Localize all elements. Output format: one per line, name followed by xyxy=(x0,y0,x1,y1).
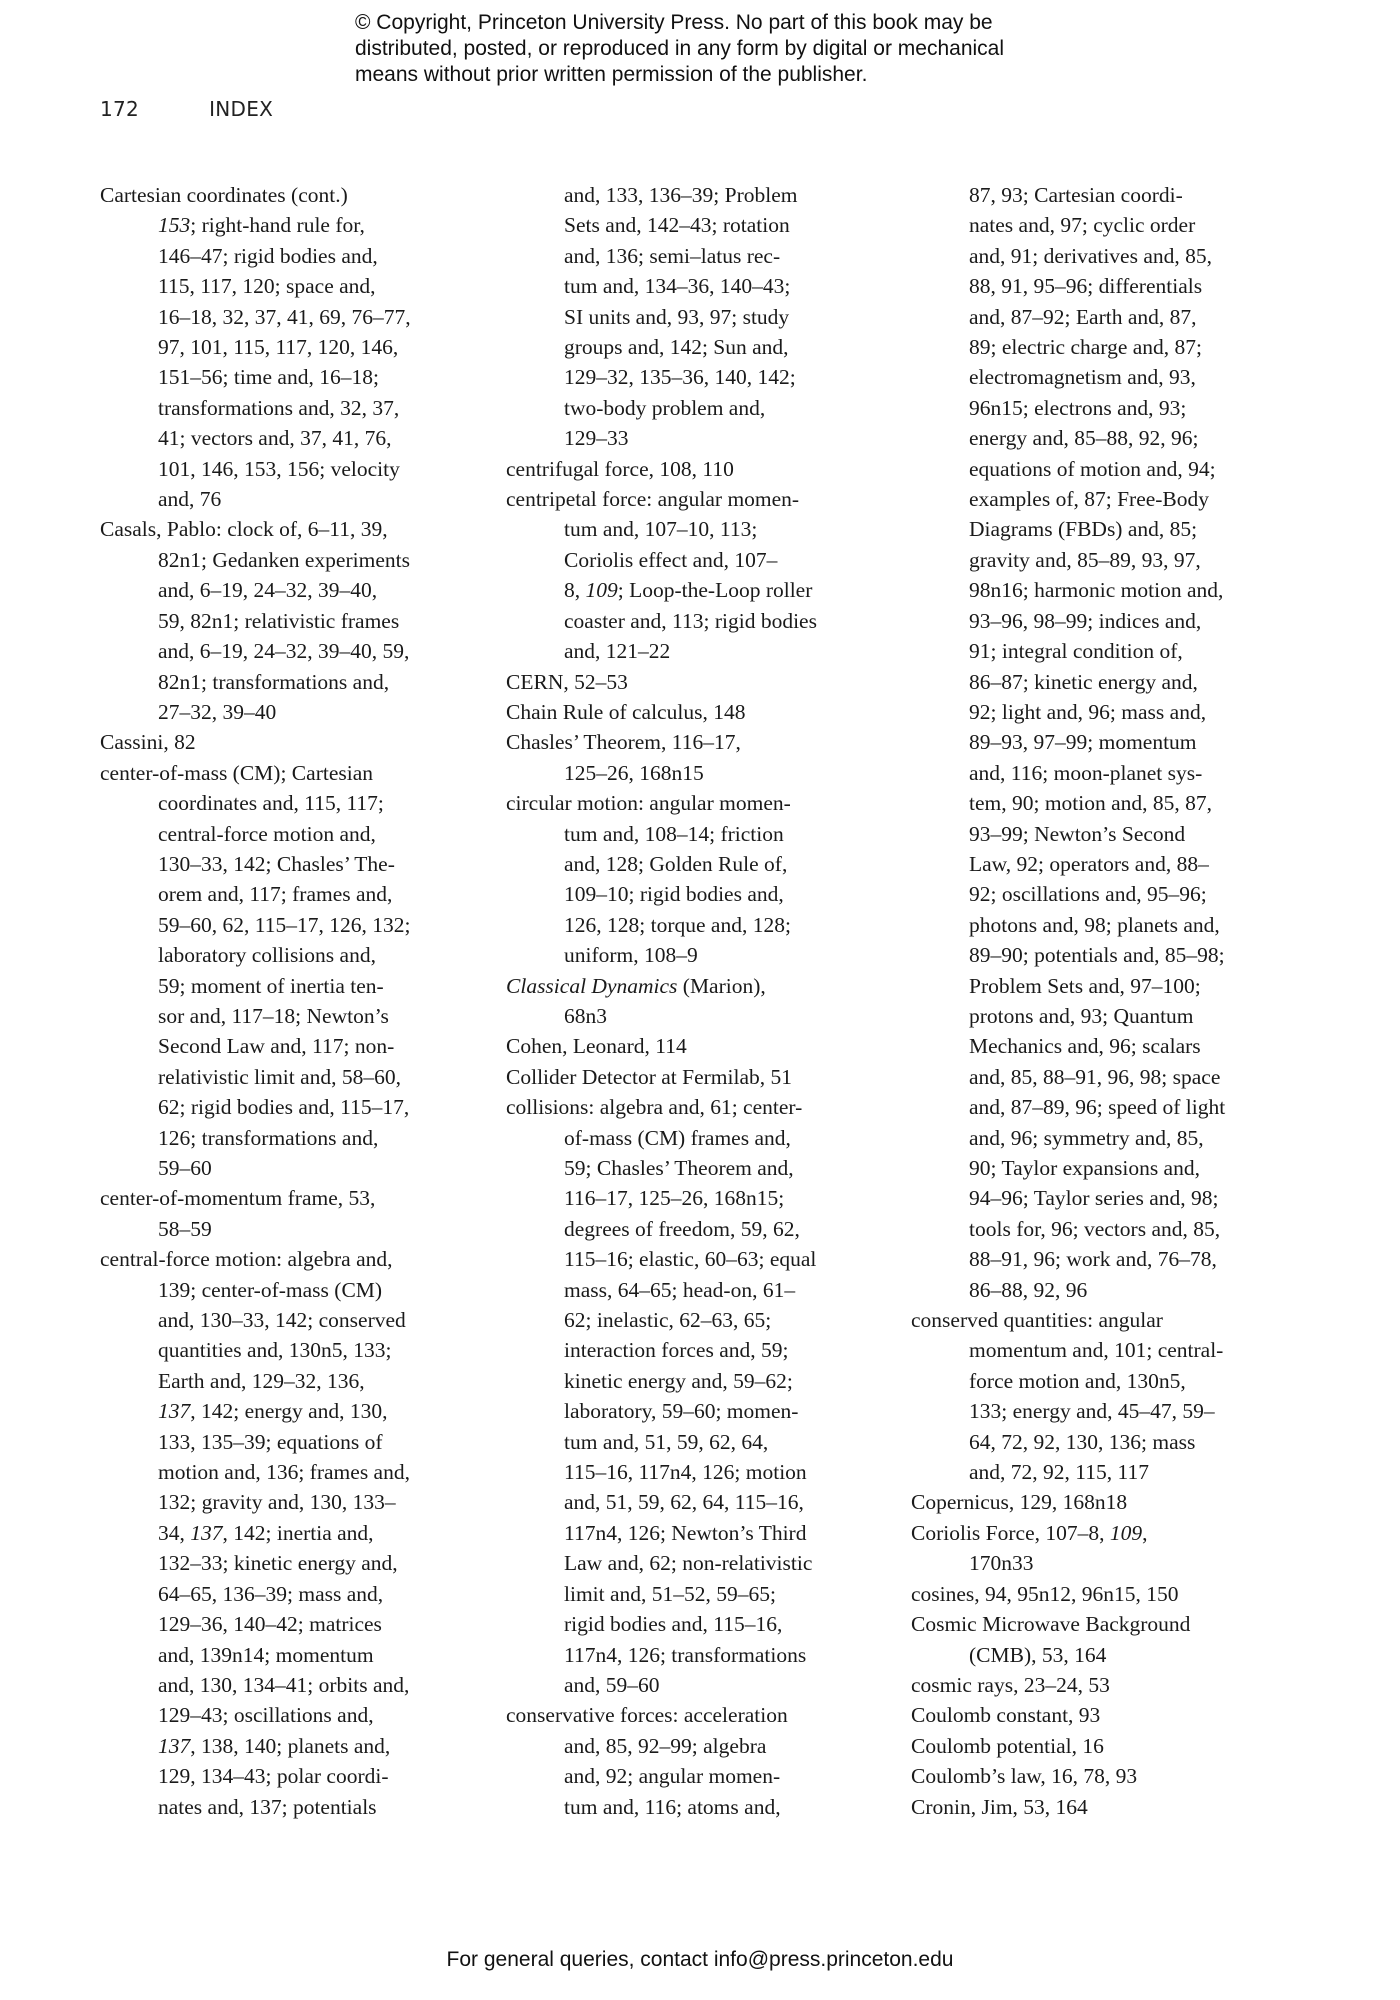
index-subentry-line: 115, 117, 120; space and, xyxy=(158,274,376,299)
index-subentry-line: photons and, 98; planets and, xyxy=(969,912,1220,937)
index-subentry-line: 146–47; rigid bodies and, xyxy=(158,243,378,268)
index-subentry-line: uniform, 108–9 xyxy=(564,943,698,968)
copyright-notice xyxy=(355,10,1115,88)
index-subentry-line: energy and, 85–88, 92, 96; xyxy=(969,426,1199,451)
index-subentry-line: 116–17, 125–26, 168n15; xyxy=(564,1186,785,1211)
index-subentry-line: Diagrams (FBDs) and, 85; xyxy=(969,517,1198,542)
index-subentry-line: 129–43; oscillations and, xyxy=(158,1703,374,1728)
index-subentry-line: 82n1; transformations and, xyxy=(158,669,390,694)
index-column-2 xyxy=(506,180,866,1822)
index-subentry-line: limit and, 51–52, 59–65; xyxy=(564,1581,777,1606)
index-entry-line: conserved quantities: angular xyxy=(911,1308,1163,1333)
index-subentry-line: 133; energy and, 45–47, 59– xyxy=(969,1399,1215,1424)
section-title: INDEX xyxy=(209,97,274,121)
index-subentry-line: interaction forces and, 59; xyxy=(564,1338,789,1363)
index-subentry-line: SI units and, 93, 97; study xyxy=(564,304,790,329)
index-subentry-line: 126, 128; torque and, 128; xyxy=(564,912,791,937)
index-subentry-line: 62; rigid bodies and, 115–17, xyxy=(158,1095,410,1120)
index-subentry-line: 130–33, 142; Chasles’ The- xyxy=(158,851,395,876)
index-subentry-line: 129–36, 140–42; matrices xyxy=(158,1612,382,1637)
index-subentry-line: 137, 138, 140; planets and, xyxy=(158,1733,391,1758)
index-subentry-line: and, 139n14; momentum xyxy=(158,1642,374,1667)
index-subentry-line: 98n16; harmonic motion and, xyxy=(969,578,1224,603)
index-subentry-line: 86–87; kinetic energy and, xyxy=(969,669,1198,694)
index-subentry-line: examples of, 87; Free-Body xyxy=(969,487,1210,512)
index-entry-line: Cassini, 82 xyxy=(100,730,196,755)
index-subentry-line: tem, 90; motion and, 85, 87, xyxy=(969,791,1213,816)
index-subentry-line: 93–99; Newton’s Second xyxy=(969,821,1186,846)
index-entry-line: center-of-momentum frame, 53, xyxy=(100,1186,376,1211)
index-subentry-line: and, 6–19, 24–32, 39–40, xyxy=(158,578,378,603)
index-subentry-line: and, 59–60 xyxy=(564,1672,660,1697)
index-subentry-line: motion and, 136; frames and, xyxy=(158,1460,410,1485)
index-entry-line: Cosmic Microwave Background xyxy=(911,1612,1191,1637)
index-subentry-line: momentum and, 101; central- xyxy=(969,1338,1224,1363)
index-subentry-line: Law, 92; operators and, 88– xyxy=(969,851,1209,876)
index-subentry-line: 16–18, 32, 37, 41, 69, 76–77, xyxy=(158,304,411,329)
index-subentry-line: and, 121–22 xyxy=(564,639,671,664)
index-subentry-line: groups and, 142; Sun and, xyxy=(564,335,789,360)
index-subentry-line: 27–32, 39–40 xyxy=(158,699,277,724)
index-subentry-line: and, 87–89, 96; speed of light xyxy=(969,1095,1226,1120)
index-subentry-line: 64–65, 136–39; mass and, xyxy=(158,1581,384,1606)
index-subentry-line: Second Law and, 117; non- xyxy=(158,1034,395,1059)
index-subentry-line: and, 76 xyxy=(158,487,222,512)
index-subentry-line: 93–96, 98–99; indices and, xyxy=(969,608,1202,633)
index-subentry-line: and, 130–33, 142; conserved xyxy=(158,1308,406,1333)
index-subentry-line: 41; vectors and, 37, 41, 76, xyxy=(158,426,392,451)
index-subentry-line: tum and, 51, 59, 62, 64, xyxy=(564,1429,769,1454)
index-subentry-line: 89–90; potentials and, 85–98; xyxy=(969,943,1225,968)
index-subentry-line: rigid bodies and, 115–16, xyxy=(564,1612,783,1637)
index-entry-line: Copernicus, 129, 168n18 xyxy=(911,1490,1128,1515)
index-subentry-line: sor and, 117–18; Newton’s xyxy=(158,1003,389,1028)
index-subentry-line: laboratory collisions and, xyxy=(158,943,376,968)
index-column-3 xyxy=(911,180,1271,1822)
index-entry-line: center-of-mass (CM); Cartesian xyxy=(100,760,374,785)
index-entry-line: cosines, 94, 95n12, 96n15, 150 xyxy=(911,1581,1179,1606)
index-subentry-line: Problem Sets and, 97–100; xyxy=(969,973,1201,998)
index-subentry-line: 139; center-of-mass (CM) xyxy=(158,1277,383,1302)
index-subentry-line: relativistic limit and, 58–60, xyxy=(158,1064,402,1089)
index-subentry-line: 101, 146, 153, 156; velocity xyxy=(158,456,400,481)
index-entry-line: Chain Rule of calculus, 148 xyxy=(506,699,746,724)
index-entry-line: centrifugal force, 108, 110 xyxy=(506,456,734,481)
index-subentry-line: 89; electric charge and, 87; xyxy=(969,335,1203,360)
index-entry-line: Coulomb potential, 16 xyxy=(911,1733,1104,1758)
index-subentry-line: and, 72, 92, 115, 117 xyxy=(969,1460,1149,1485)
index-subentry-line: 91; integral condition of, xyxy=(969,639,1183,664)
index-subentry-line: tum and, 108–14; friction xyxy=(564,821,784,846)
index-subentry-line: 92; light and, 96; mass and, xyxy=(969,699,1207,724)
index-subentry-line: 86–88, 92, 96 xyxy=(969,1277,1088,1302)
copyright-line: distributed, posted, or reproduced in any form by digital or mechanical xyxy=(355,37,1005,60)
index-subentry-line: tum and, 116; atoms and, xyxy=(564,1794,781,1819)
index-subentry-line: of-mass (CM) frames and, xyxy=(564,1125,791,1150)
index-subentry-line: and, 133, 136–39; Problem xyxy=(564,183,798,207)
index-subentry-line: and, 91; derivatives and, 85, xyxy=(969,243,1213,268)
index-subentry-line: quantities and, 130n5, 133; xyxy=(158,1338,392,1363)
index-subentry-line: 94–96; Taylor series and, 98; xyxy=(969,1186,1219,1211)
index-subentry-line: 59; moment of inertia ten- xyxy=(158,973,384,998)
index-subentry-line: 109–10; rigid bodies and, xyxy=(564,882,784,907)
index-column-1 xyxy=(100,180,460,1822)
index-subentry-line: 59–60 xyxy=(158,1156,212,1180)
index-subentry-line: 153; right-hand rule for, xyxy=(158,213,365,238)
index-subentry-line: and, 92; angular momen- xyxy=(564,1764,781,1789)
index-subentry-line: 59–60, 62, 115–17, 126, 132; xyxy=(158,912,411,937)
index-subentry-line: Mechanics and, 96; scalars xyxy=(969,1034,1201,1059)
index-subentry-line: 88, 91, 95–96; differentials xyxy=(969,274,1203,299)
index-subentry-line: 117n4, 126; transformations xyxy=(564,1642,807,1667)
index-subentry-line: 59, 82n1; relativistic frames xyxy=(158,608,400,633)
index-subentry-line: 92; oscillations and, 95–96; xyxy=(969,882,1207,907)
index-entry-line: CERN, 52–53 xyxy=(506,669,628,694)
index-entry-line: Coriolis Force, 107–8, 109, xyxy=(911,1520,1148,1545)
index-subentry-line: Sets and, 142–43; rotation xyxy=(564,213,790,238)
index-subentry-line: (CMB), 53, 164 xyxy=(969,1642,1107,1667)
index-subentry-line: nates and, 137; potentials xyxy=(158,1794,377,1819)
index-subentry-line: 97, 101, 115, 117, 120, 146, xyxy=(158,335,399,360)
index-subentry-line: Earth and, 129–32, 136, xyxy=(158,1368,365,1393)
index-subentry-line: two-body problem and, xyxy=(564,395,766,420)
index-subentry-line: 132; gravity and, 130, 133– xyxy=(158,1490,396,1515)
index-subentry-line: force motion and, 130n5, xyxy=(969,1368,1186,1393)
index-subentry-line: degrees of freedom, 59, 62, xyxy=(564,1216,800,1241)
index-entry-line: Coulomb’s law, 16, 78, 93 xyxy=(911,1764,1138,1789)
index-subentry-line: gravity and, 85–89, 93, 97, xyxy=(969,547,1201,572)
index-subentry-line: coaster and, 113; rigid bodies xyxy=(564,608,817,633)
index-subentry-line: and, 6–19, 24–32, 39–40, 59, xyxy=(158,639,410,664)
index-subentry-line: and, 85, 88–91, 96, 98; space xyxy=(969,1064,1221,1089)
index-subentry-line: 151–56; time and, 16–18; xyxy=(158,365,379,390)
footer-contact: For general queries, contact info@press.princeton.edu xyxy=(446,1948,954,1971)
index-subentry-line: 115–16; elastic, 60–63; equal xyxy=(564,1247,817,1272)
index-subentry-line: 68n3 xyxy=(564,1003,607,1028)
index-subentry-line: tum and, 107–10, 113; xyxy=(564,517,758,542)
index-entry-line: central-force motion: algebra and, xyxy=(100,1247,393,1272)
index-entry-line: centripetal force: angular momen- xyxy=(506,487,800,512)
index-subentry-line: 82n1; Gedanken experiments xyxy=(158,547,410,572)
index-subentry-line: 170n33 xyxy=(969,1551,1034,1576)
index-subentry-line: and, 130, 134–41; orbits and, xyxy=(158,1672,410,1697)
index-subentry-line: tum and, 134–36, 140–43; xyxy=(564,274,791,299)
index-entry-line: circular motion: angular momen- xyxy=(506,791,791,816)
index-subentry-line: 90; Taylor expansions and, xyxy=(969,1156,1200,1180)
index-entry-line: Casals, Pablo: clock of, 6–11, 39, xyxy=(100,517,388,542)
index-subentry-line: 117n4, 126; Newton’s Third xyxy=(564,1520,807,1545)
index-subentry-line: coordinates and, 115, 117; xyxy=(158,791,384,816)
index-subentry-line: 129–32, 135–36, 140, 142; xyxy=(564,365,796,390)
page-number: 172 xyxy=(100,97,140,121)
copyright-line: © Copyright, Princeton University Press. No part of this book may be xyxy=(355,11,993,34)
index-subentry-line: laboratory, 59–60; momen- xyxy=(564,1399,799,1424)
index-subentry-line: Law and, 62; non-relativistic xyxy=(564,1551,813,1576)
index-entry-line: collisions: algebra and, 61; center- xyxy=(506,1095,803,1120)
index-entry-line: Cohen, Leonard, 114 xyxy=(506,1034,687,1059)
index-subentry-line: and, 51, 59, 62, 64, 115–16, xyxy=(564,1490,804,1515)
index-subentry-line: 132–33; kinetic energy and, xyxy=(158,1551,398,1576)
index-subentry-line: 59; Chasles’ Theorem and, xyxy=(564,1156,794,1180)
index-subentry-line: protons and, 93; Quantum xyxy=(969,1003,1194,1028)
index-entry-line: Classical Dynamics (Marion), xyxy=(506,973,766,998)
index-subentry-line: Coriolis effect and, 107– xyxy=(564,547,778,572)
running-head xyxy=(100,97,273,121)
index-subentry-line: 129–33 xyxy=(564,426,629,451)
index-subentry-line: 133, 135–39; equations of xyxy=(158,1429,383,1454)
index-subentry-line: and, 136; semi–latus rec- xyxy=(564,243,781,268)
index-subentry-line: and, 96; symmetry and, 85, xyxy=(969,1125,1204,1150)
index-subentry-line: 87, 93; Cartesian coordi- xyxy=(969,183,1183,207)
index-entry-line: cosmic rays, 23–24, 53 xyxy=(911,1672,1110,1697)
index-entry-line: Chasles’ Theorem, 116–17, xyxy=(506,730,741,755)
index-subentry-line: central-force motion and, xyxy=(158,821,376,846)
index-subentry-line: 88–91, 96; work and, 76–78, xyxy=(969,1247,1217,1272)
index-entry-line: conservative forces: acceleration xyxy=(506,1703,788,1728)
index-subentry-line: and, 85, 92–99; algebra xyxy=(564,1733,767,1758)
index-subentry-line: 125–26, 168n15 xyxy=(564,760,704,785)
index-subentry-line: 62; inelastic, 62–63, 65; xyxy=(564,1308,772,1333)
index-subentry-line: and, 87–92; Earth and, 87, xyxy=(969,304,1197,329)
index-subentry-line: 126; transformations and, xyxy=(158,1125,379,1150)
index-subentry-line: orem and, 117; frames and, xyxy=(158,882,393,907)
copyright-line: means without prior written permission of the publisher. xyxy=(355,63,868,86)
index-subentry-line: 96n15; electrons and, 93; xyxy=(969,395,1187,420)
index-subentry-line: 137, 142; energy and, 130, xyxy=(158,1399,388,1424)
index-entry-line: Cartesian coordinates (cont.) xyxy=(100,183,348,207)
index-subentry-line: 64, 72, 92, 130, 136; mass xyxy=(969,1429,1196,1454)
index-subentry-line: electromagnetism and, 93, xyxy=(969,365,1196,390)
index-subentry-line: 115–16, 117n4, 126; motion xyxy=(564,1460,807,1485)
index-subentry-line: 8, 109; Loop-the-Loop roller xyxy=(564,578,813,603)
index-subentry-line: 58–59 xyxy=(158,1216,212,1241)
index-entry-line: Cronin, Jim, 53, 164 xyxy=(911,1794,1088,1819)
index-entry-line: Collider Detector at Fermilab, 51 xyxy=(506,1064,792,1089)
index-subentry-line: nates and, 97; cyclic order xyxy=(969,213,1196,238)
index-subentry-line: mass, 64–65; head-on, 61– xyxy=(564,1277,796,1302)
index-subentry-line: 34, 137, 142; inertia and, xyxy=(158,1520,374,1545)
index-subentry-line: 129, 134–43; polar coordi- xyxy=(158,1764,389,1789)
index-subentry-line: and, 116; moon-planet sys- xyxy=(969,760,1203,785)
index-subentry-line: transformations and, 32, 37, xyxy=(158,395,400,420)
index-subentry-line: 89–93, 97–99; momentum xyxy=(969,730,1197,755)
index-subentry-line: kinetic energy and, 59–62; xyxy=(564,1368,793,1393)
index-subentry-line: and, 128; Golden Rule of, xyxy=(564,851,788,876)
index-subentry-line: tools for, 96; vectors and, 85, xyxy=(969,1216,1221,1241)
index-subentry-line: equations of motion and, 94; xyxy=(969,456,1216,481)
index-entry-line: Coulomb constant, 93 xyxy=(911,1703,1101,1728)
